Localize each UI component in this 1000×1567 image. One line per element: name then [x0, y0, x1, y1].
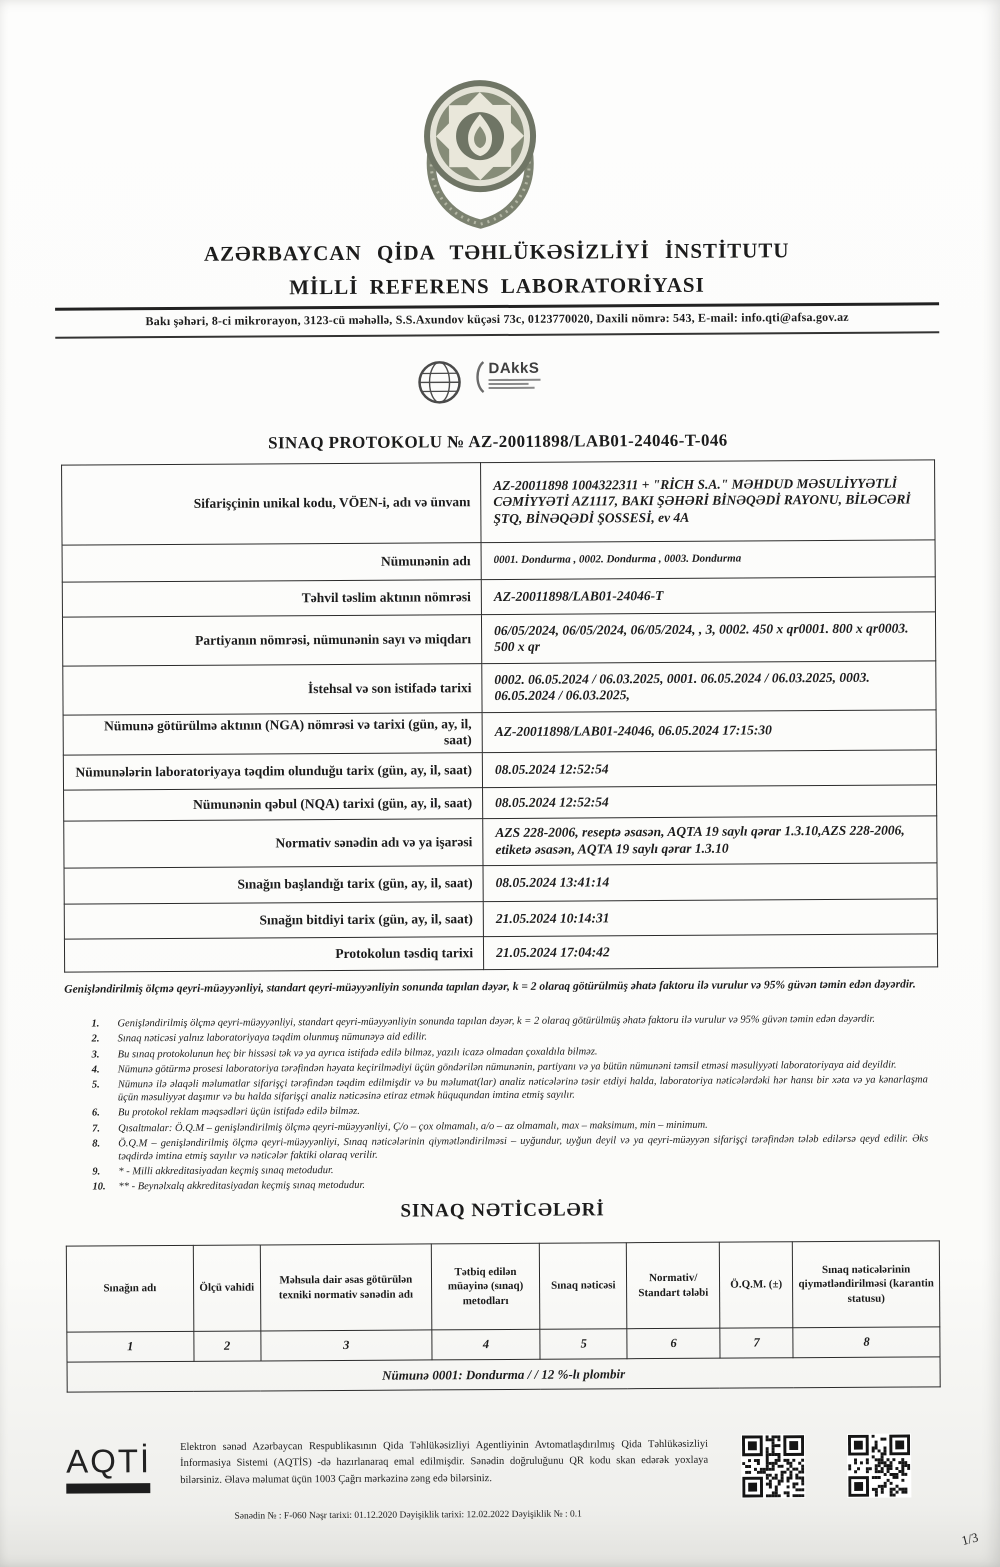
address-line: Bakı şəhəri, 8-ci mikrorayon, 3123-cü məhəllə, S.S.Axundov küçəsi 73c, 0123770020, Daxili nömrə: 543, E-mail: info.qti@afsa.gov.az	[145, 309, 849, 329]
table-row	[64, 899, 937, 939]
results-header: Normativ/ Standart tələbi	[627, 1242, 720, 1329]
table-row	[62, 612, 935, 666]
results-header: Məhsula dair əsas götürülən texniki normativ sənədin adı	[260, 1244, 432, 1331]
note-number: 4.	[91, 1064, 100, 1076]
column-number: 7	[720, 1328, 794, 1358]
table-row	[64, 816, 937, 868]
dakks-fineprint-lines	[489, 379, 541, 389]
sample-description: Nümunə 0001: Dondurma / / 12 %-lı plombir	[67, 1357, 940, 1392]
results-table	[66, 1240, 941, 1392]
info-value: AZ-20011898 1004322311 + "RİCH S.A." MƏHDUD MƏSULİYYƏTLİ CƏMİYYƏTİ AZ1117, BAKI ŞƏHƏRİ BİNƏQƏDİ RAYONU, BİLƏCƏRİ ŞTQ, BİNƏQƏDİ ŞOSSESİ, ev 4A	[481, 460, 935, 543]
info-value: 08.05.2024 13:41:14	[483, 863, 937, 902]
results-header-row	[66, 1241, 940, 1332]
info-label: İstehsal və son istifadə tarixi	[63, 664, 482, 716]
protocol-info-table	[61, 459, 938, 972]
note-text: Bu protokol reklam məqsədləri üçün istifadə edilə bilməz.	[117, 1106, 360, 1119]
document-revision-line: Sənədin № : F-060 Nəşr tarixi: 01.12.2020 Dəyişiklik tarixi: 12.02.2022 Dəyişiklik № : 0.1	[234, 1509, 582, 1522]
info-value: AZ-20011898/LAB01-24046, 06.05.2024 17:15:30	[482, 710, 936, 753]
note-text: Genişləndirilmiş ölçmə qeyri-müəyyənliyi, standart qeyri-müəyyənliyin sonunda tapılan dəyər, k = 2 olaraq götürülmüş əhatə faktoru ilə vurulur və 95% güvən təmin edən dəyərdir.	[117, 1013, 876, 1030]
results-header: Tətbiq edilən müayinə (sınaq) metodları	[431, 1243, 540, 1330]
uncertainty-statement: Genişləndirilmiş ölçmə qeyri-müəyyənliyi, standart qeyri-müəyyənliyin sonunda tapılan dəyər, k = 2 olaraq götürülmüş əhatə faktoru ilə vurulur və 95% güvən təmin edən dəyərdir.	[64, 978, 916, 996]
table-row	[62, 540, 935, 582]
info-label: Nümunənin adı	[62, 543, 481, 583]
note-number: 8.	[92, 1138, 101, 1150]
note-number: 6.	[91, 1107, 100, 1119]
table-row	[62, 577, 935, 617]
dakks-logo	[473, 360, 540, 394]
table-row	[63, 750, 936, 790]
info-value: 21.05.2024 17:04:42	[483, 934, 937, 970]
sample-row	[67, 1357, 940, 1392]
qr-code-icon	[847, 1434, 911, 1498]
info-value: 06/05/2024, 06/05/2024, 06/05/2024, , 3, 0002. 450 x qr0001. 800 x qr0003. 500 x qr	[481, 612, 935, 664]
note-number: 1.	[91, 1018, 100, 1030]
info-value: 08.05.2024 12:52:54	[482, 750, 936, 788]
note-text: Nümunə ilə əlaqəli məlumatlar sifarişçi tərəfindən təqdim edilmişdir və bu məlumat(lar) analiz nəticələrinə təsir etdiyi halda, laboratoriya nəticələrdəki hər hansı bir xəta və ya kənarlaşma üçün məsuliyyət daşımır və bu halda sifarişçi analiz nəticəsinə etiraz etmək hüququndan imtina etmiş sayılır.	[117, 1074, 928, 1104]
results-header: Ölçü vahidi	[193, 1245, 261, 1331]
aqti-logo	[66, 1442, 158, 1494]
column-number: 3	[261, 1330, 432, 1361]
info-label: Sınağın bitdiyi tarix (gün, ay, il, saat)	[64, 902, 483, 940]
results-header: Ö.Q.M. (±)	[719, 1242, 793, 1328]
results-header: Sınaq nəticələrinin qiymətləndirilməsi (karantin statusu)	[793, 1241, 940, 1328]
note-text: Qısaltmalar: Ö.Q.M – genişləndirilmiş ölçmə qeyri-müəyyənliyi, Ç/o – çox olmamalı, a/o – az olmamalı, max – maksimum, min – minimum.	[118, 1119, 708, 1134]
table-row	[64, 863, 937, 904]
results-title: SINAQ NƏTİCƏLƏRİ	[400, 1199, 605, 1222]
column-number: 5	[540, 1329, 627, 1360]
dakks-label: DAkkS	[488, 359, 540, 378]
table-row	[63, 661, 936, 715]
header-rule-bottom	[55, 331, 939, 338]
note-item	[92, 1177, 942, 1195]
institute-name: AZƏRBAYCAN QİDA TƏHLÜKƏSİZLİYİ İNSTİTUTU	[203, 238, 790, 266]
note-number: 9.	[92, 1166, 101, 1178]
note-item	[92, 1133, 942, 1164]
column-number: 8	[793, 1327, 940, 1358]
results-header: Sınaq nəticəsi	[539, 1243, 627, 1330]
info-label: Nümunənin qəbul (NQA) tarixi (gün, ay, il, saat)	[64, 788, 483, 822]
results-header: Sınağın adı	[66, 1245, 193, 1332]
info-value: 21.05.2024 10:14:31	[483, 899, 937, 937]
dakks-arc-icon	[473, 360, 485, 394]
note-number: 3.	[91, 1049, 100, 1061]
info-label: Normativ sənədin adı və ya işarəsi	[64, 819, 483, 869]
table-row	[62, 460, 935, 545]
footer-info-text: Elektron sənəd Azərbaycan Respublikasının Qida Təhlükəsizliyi Agentliyinin Avtomatlaşdırılmış Qida Təhlükəsizliyi İnformasiya Sistemi (AQTİS) -də hazırlanaraq emal edilmişdir. Sənədin doğruluğunu QR kodu skan edərək yoxlaya bilərsiniz. Əlavə məlumat üçün 1003 Çağrı mərkəzinə zəng edə bilərsiniz.	[180, 1438, 709, 1486]
note-number: 5.	[91, 1079, 100, 1091]
info-value: 0001. Dondurma , 0002. Dondurma , 0003. Dondurma	[481, 540, 935, 580]
protocol-title: SINAQ PROTOKOLU № AZ-20011898/LAB01-24046-T-046	[268, 430, 728, 453]
table-row	[63, 710, 936, 755]
note-text: ** - Beynəlxalq akkreditasiyadan keçmiş sınaq metodudur.	[118, 1180, 366, 1193]
note-text: Bu sınaq protokolunun heç bir hissəsi tək və ya ayrıca istifadə edilə bilməz, yazılı icazə olmadan çoxaldıla bilməz.	[117, 1046, 598, 1060]
azerbaijan-state-emblem-icon	[418, 70, 543, 233]
note-text: * - Milli akkreditasiyadan keçmiş sınaq metodudur.	[118, 1164, 334, 1178]
table-row	[64, 934, 937, 972]
info-label: Nümunə götürülmə aktının (NGA) nömrəsi və tarixi (gün, ay, il, saat)	[63, 713, 482, 755]
note-text: Sınaq nəticəsi yalnız laboratoriyaya təqdim olunmuş nümunəyə aid edilir.	[117, 1031, 428, 1045]
note-text: Ö.Q.M – genişləndirilmiş ölçmə qeyri-müəyyənliyi, Sınaq nəticələrinin qiymətləndirilməsi – uyğundur, uyğun deyil və ya qeyri-müəyyən sifarişçi tərəfindən tələb edilərsə qeyd edilir. Əks təqdirdə imtina etmiş sayılır və nəticələr faktiki olaraq verilir.	[118, 1133, 929, 1163]
aqti-logo-bar	[66, 1483, 150, 1494]
accreditation-seal-icon	[417, 360, 461, 409]
aqti-logo-text: AQTİ	[66, 1442, 152, 1480]
info-label: Sifarişçinin unikal kodu, VÖEN-i, adı və ünvanı	[62, 463, 482, 546]
info-label: Protokolun təsdiq tarixi	[64, 937, 483, 973]
note-number: 7.	[92, 1123, 101, 1135]
notes-list	[91, 1013, 942, 1197]
page-number: 1/3	[960, 1529, 981, 1548]
note-number: 10.	[92, 1181, 106, 1193]
column-number: 6	[627, 1328, 720, 1359]
info-value: AZS 228-2006, reseptə əsasən, AQTA 19 saylı qərar 1.3.10,AZS 228-2006, etiketə əsasən, AQTA 19 saylı qərar 1.3.10	[483, 816, 937, 866]
column-number: 2	[193, 1331, 260, 1361]
note-number: 2.	[91, 1033, 100, 1045]
info-label: Partiyanın nömrəsi, nümunənin sayı və miqdarı	[62, 615, 481, 667]
column-number: 1	[67, 1331, 194, 1362]
info-label: Təhvil təslim aktının nömrəsi	[62, 580, 481, 618]
note-item	[92, 1074, 942, 1105]
qr-code-icon	[741, 1434, 805, 1498]
accreditation-logos	[417, 360, 540, 410]
info-value: 08.05.2024 12:52:54	[483, 785, 937, 819]
note-text: Nümunə götürmə prosesi laboratoriya tərəfindən həyata keçirilmədiyi üçün göndərilən nümunənin, partiyanı və ya bütün nümunəni təmsil etməsi məsuliyyəti laboratoriyaya aid deyildir.	[117, 1059, 897, 1076]
info-value: AZ-20011898/LAB01-24046-T	[481, 577, 935, 615]
info-label: Nümunələrin laboratoriyaya təqdim olunduğu tarix (gün, ay, il, saat)	[63, 753, 482, 791]
info-value: 0002. 06.05.2024 / 06.03.2025, 0001. 06.05.2024 / 06.03.2025, 0003. 06.05.2024 / 06.03.2025,	[482, 661, 936, 713]
laboratory-name: MİLLİ REFERENS LABORATORİYASI	[289, 272, 705, 300]
column-number: 4	[432, 1329, 540, 1360]
info-label: Sınağın başlandığı tarix (gün, ay, il, saat)	[64, 866, 483, 905]
